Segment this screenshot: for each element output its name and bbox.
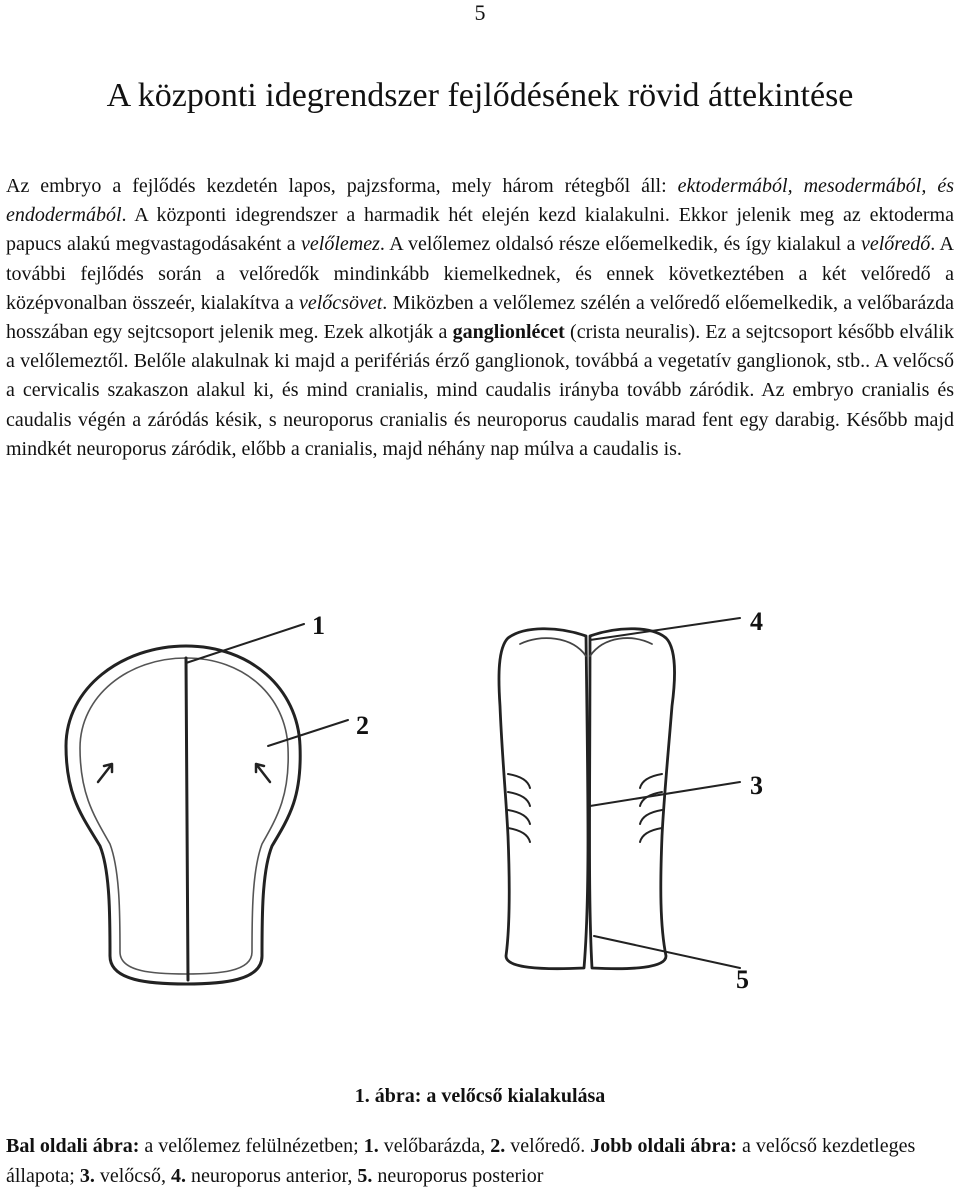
leader-line-1 [186,624,304,663]
somites-right [640,774,662,842]
text-run: (crista neuralis). Ez a sejtcsoport később elválik a velőlemeztől. Belőle alakulnak ki majd a perifériás érző ganglionok, továbbá a vegetatív ganglionok, stb.. A velőcső a cervicalis szakaszon alakul ki, és mind cranialis, mind caudalis irányba tovább záródik. Az embryo cranialis és caudalis végén a záródás késik, s neuroporus cranialis és neuroporus caudalis marad fent egy darabig. Később majd mindkét neuroporus záródik, előbb a cranialis, majd néhány nap múlva a caudalis is. [6,321,954,460]
somite [508,774,530,788]
caption-run: a velőcső kezdetleges állapota; [6,1135,916,1187]
term-velocsovet: velőcsövet [299,291,383,314]
caption-run-bold: 1. [363,1135,379,1157]
caption-run: velőredő. [505,1135,591,1157]
leader-line-2 [268,720,348,746]
somite [640,774,662,788]
neural-tube-drawing [499,618,740,969]
arrow-left [98,764,112,782]
caption-run: neuroporus anterior, [185,1164,358,1187]
caption-run: velőbarázda, [378,1135,491,1157]
caption-run-bold: Bal oldali ábra: [6,1135,140,1157]
somite [640,810,662,824]
label-5: 5 [736,965,749,994]
body-paragraph [6,172,954,464]
neural-tube-left-half [499,629,588,969]
term-ganglionlecet: ganglionlécet [452,321,565,344]
page-number: 5 [474,0,486,25]
caption-run: a velőlemez felülnézetben; [139,1135,364,1157]
neural-plate-drawing [66,624,348,984]
caption-run: velőcső, [94,1164,171,1187]
figure-caption-title: 1. ábra: a velőcső kialakulása [354,1085,606,1107]
label-1: 1 [312,611,325,640]
somite [508,792,530,806]
caption-run-bold: 3. [79,1164,95,1187]
somites-left [508,774,530,842]
leader-line-5 [594,936,740,968]
page-title: A központi idegrendszer fejlődésének rövid áttekintése [106,77,854,114]
label-2: 2 [356,711,369,740]
neural-plate-outline [66,646,300,984]
caption-run-bold: 5. [357,1164,373,1187]
text-run: Az embryo a fejlődés kezdetén lapos, pajzsforma, mely három rétegből áll: [6,175,678,197]
somite [508,828,530,842]
term-velolemez: velőlemez [301,233,380,256]
caption-run-bold: 4. [170,1164,186,1187]
neural-groove [186,658,188,980]
figure-neural-tube [0,596,960,1066]
somite [508,810,530,824]
text-run-italic: ektodermából, mesodermából, és endodermából [6,175,954,227]
text-run: . A további fejlődés során a velőredők mindinkább kiemelkednek, és ennek következtében a két velőredő a középvonalban összeér, kialakítva a [6,233,954,314]
term-veloredo: velőredő [860,233,931,256]
label-3: 3 [750,771,763,800]
caption-run: neuroporus posterior [372,1164,544,1187]
caption-run-bold: 2. [490,1135,506,1157]
arrow-right [256,764,270,782]
somite [640,828,662,842]
text-run: . A központi idegrendszer a harmadik hét elején kezd kialakulni. Ekkor jelenik meg az ektoderma papucs alakú megvastagodásaként a [6,204,954,256]
figure-caption [6,1132,954,1191]
label-4: 4 [750,607,763,636]
figure-drawing [0,596,960,1066]
caption-run-bold: Jobb oldali ábra: [590,1135,737,1157]
text-run: . A velőlemez oldalsó része előemelkedik, és így kialakul a [379,233,861,256]
text-run: . Miközben a velőlemez szélén a velőredő előemelkedik, a velőbarázda hosszában egy sejtcsoport jelenik meg. Ezek alkotják a [6,291,955,344]
